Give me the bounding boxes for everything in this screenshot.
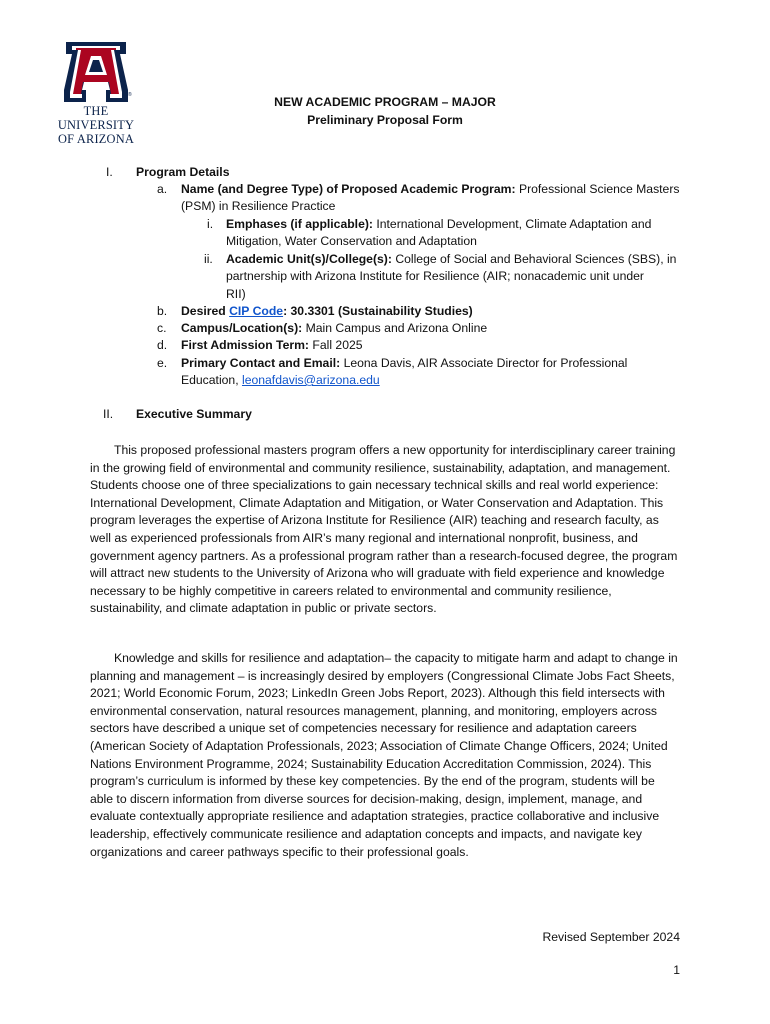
section-2-numeral: II. [103,407,114,421]
item-a-i [226,216,651,234]
page-number: 1 [673,963,680,977]
item-c-marker: c. [157,321,167,335]
item-a-ii-value-line3: RII) [226,287,246,301]
cip-code-link[interactable]: CIP Code [229,304,284,318]
document-subtitle: Preliminary Proposal Form [307,113,463,127]
contact-email-link[interactable]: leonafdavis@arizona.edu [241,373,380,387]
item-a-i-marker: i. [207,217,214,231]
item-a-ii-value-line2: partnership with Arizona Institute for Resilience (AIR; nonacademic unit under [226,269,644,283]
item-e-value-line1: Leona Davis, AIR Associate Director for Professional [343,356,628,370]
item-c [181,320,487,338]
summary-paragraph-1-block [90,442,680,618]
item-a-marker: a. [157,182,168,196]
item-a-i-value-line1: International Development, Climate Adaptation and [376,217,652,231]
section-1-heading: Program Details [136,165,230,179]
item-d-marker: d. [157,338,168,352]
item-a-value-line1: Professional Science Masters [518,182,680,196]
item-a-label: Name (and Degree Type) of Proposed Academic Program: [181,182,516,196]
item-e [181,355,627,373]
item-a-i-label: Emphases (if applicable): [226,217,373,231]
item-e-marker: e. [157,356,168,370]
item-e-value-prefix: Education, [181,373,239,387]
item-b-marker: b. [157,304,168,318]
item-a-ii-label: Academic Unit(s)/College(s): [226,252,392,266]
item-e-label: Primary Contact and Email: [181,356,341,370]
item-e-line2 [181,372,380,390]
item-d [181,337,363,355]
item-b [181,303,473,321]
item-d-value: Fall 2025 [312,338,363,352]
revision-note: Revised September 2024 [542,930,680,944]
section-1-numeral: I. [106,165,113,179]
item-a [181,181,680,199]
item-b-value: : 30.3301 (Sustainability Studies) [283,304,473,318]
item-c-value: Main Campus and Arizona Online [305,321,488,335]
item-a-ii-marker: ii. [204,252,213,266]
registered-mark: ® [128,92,132,98]
item-a-ii [226,251,676,269]
block-a-logo-icon [64,42,128,102]
wordmark-line-2: OF ARIZONA [57,132,134,146]
summary-paragraph-2: Knowledge and skills for resilience and adaptation– the capacity to mitigate harm and adapt to change in planning and management – is increasingly desired by employers (Congressional Climate Jobs Fact Sheets, 2021; World Economic Forum, 2023; LinkedIn Green Jobs Report, 2023). Although this field intersects with environmental conservation, natural resources management, planning, and monitoring, employers across sectors have described a unique set of competencies necessary for resilience and adaptation careers (American Society of Adaptation Professionals, 2023; Association of Climate Change Officers, 2024; United Nations Environment Programme, 2024; Sustainability Education Accreditation Commission, 2024). This program’s curriculum is informed by these key competencies. By the end of the program, students will be able to discern information from diverse sources for decision-making, design, implement, manage, and evaluate contextually appropriate resilience and adaptation strategies, practice collaborative and inclusive leadership, effectively communicate resilience and adaptation concepts and impacts, and navigate key organizations and career pathways specific to their professional goals. [90,651,678,859]
document-title: NEW ACADEMIC PROGRAM – MAJOR [274,95,496,109]
section-2-heading: Executive Summary [136,407,252,421]
item-a-ii-value-line1: College of Social and Behavioral Sciences (SBS), in [395,252,677,266]
summary-paragraph-2-block [90,650,680,861]
wordmark-line-1: THE UNIVERSITY [57,104,135,132]
item-c-label: Campus/Location(s): [181,321,303,335]
item-a-value-line2: (PSM) in Resilience Practice [181,199,336,213]
item-d-label: First Admission Term: [181,338,309,352]
item-b-label: Desired [181,304,226,318]
summary-paragraph-1: This proposed professional masters program offers a new opportunity for interdisciplinary career training in the growing field of environmental and community resilience, sustainability, adaptation, and management. Students choose one of three specializations to gain necessary technical skills and real world experience: International Development, Climate Adaptation and Mitigation, or Water Conservation and Adaptation. This program leverages the expertise of Arizona Institute for Resilience (AIR) teaching and research faculty, as well as experienced professionals from AIR’s many regional and international nonprofit, business, and government agency partners. As a professional program rather than a research-focused degree, the program will attract new students to the University of Arizona who will graduate with field experience and knowledge necessary to be highly competitive in careers related to environmental and community resilience, sustainability, and climate adaptation in public or private sectors. [90,443,678,616]
item-a-i-value-line2: Mitigation, Water Conservation and Adaptation [226,234,477,248]
